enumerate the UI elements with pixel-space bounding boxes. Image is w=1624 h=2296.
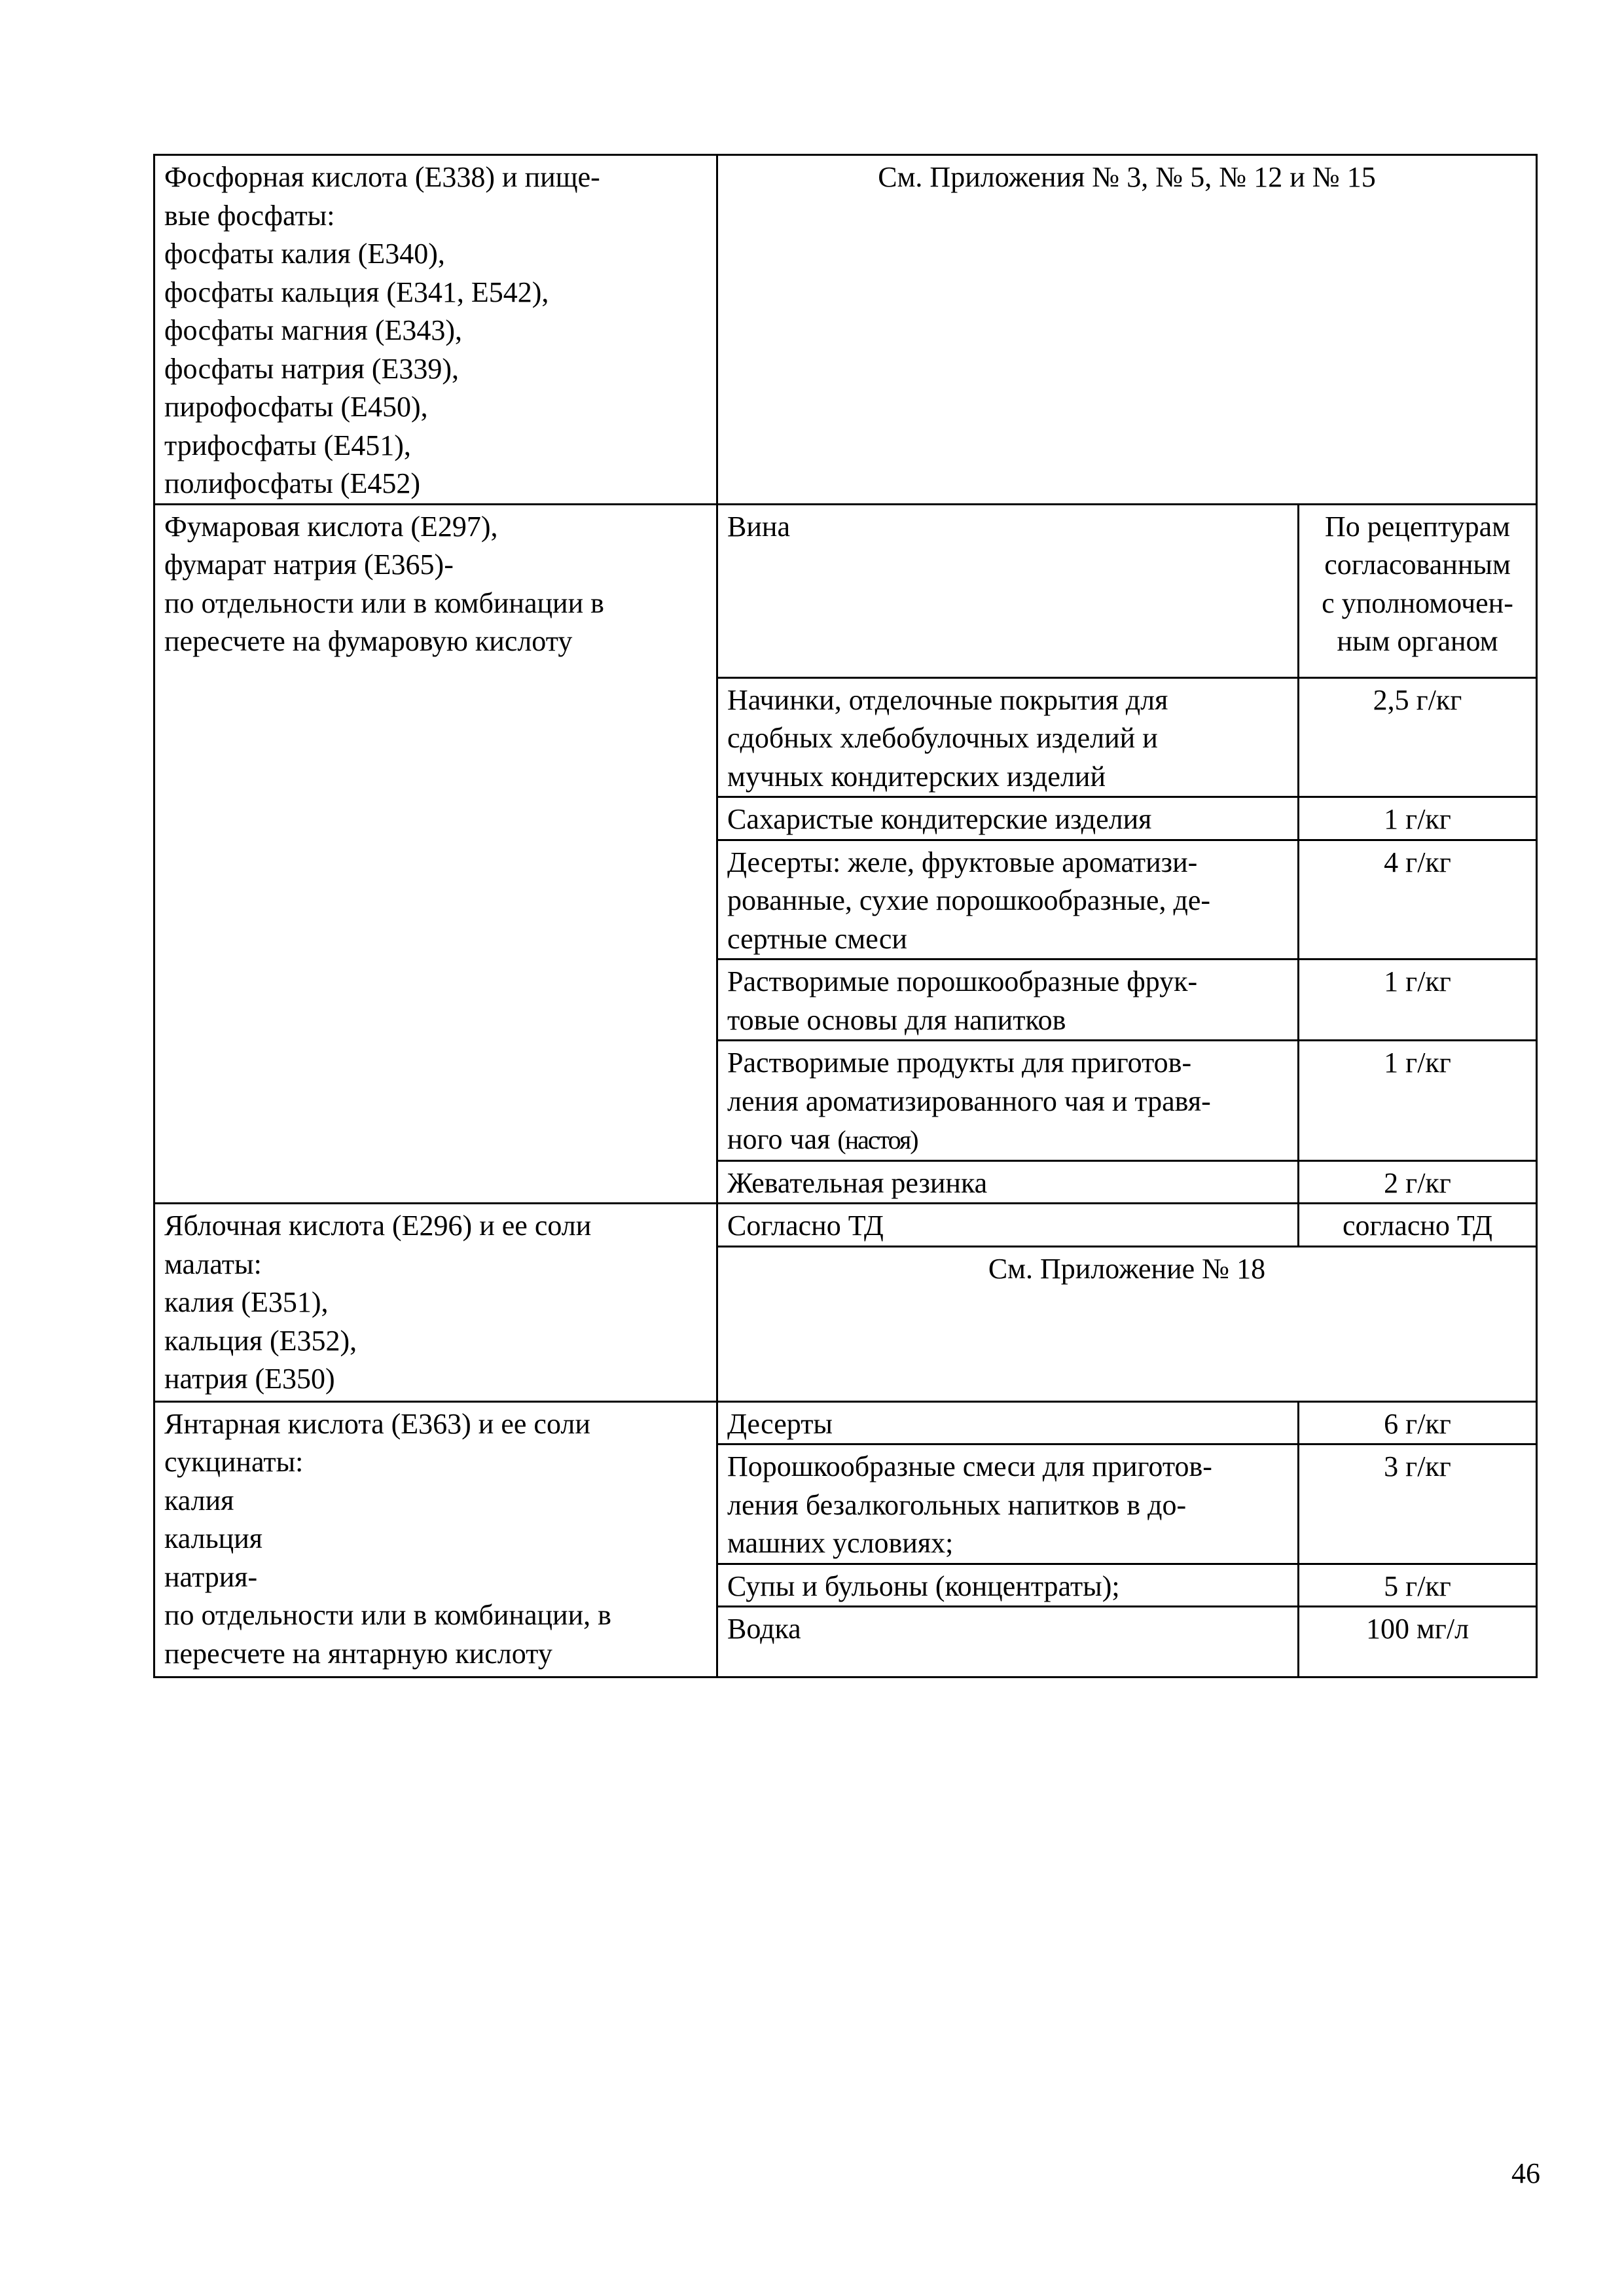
limit-cell: 1 г/кг xyxy=(1299,797,1537,840)
limit-cell: 1 г/кг xyxy=(1299,1041,1537,1161)
table-row xyxy=(154,1401,1537,1444)
product-cell: Десерты xyxy=(717,1401,1299,1444)
product-cell: Начинки, отделочные покрытия для сдобных хлебобулочных изделий и мучных кондитерских изделий xyxy=(717,677,1299,797)
product-cell: Растворимые порошкообразные фрук- товые основы для напитков xyxy=(717,960,1299,1041)
additive-name-fumaric: Фумаровая кислота (Е297), фумарат натрия (Е365)- по отдельности или в комбинации в пересчете на фумаровую кислоту xyxy=(154,504,717,1204)
limit-cell: 100 мг/л xyxy=(1299,1607,1537,1677)
product-cell xyxy=(717,1041,1299,1161)
table-row xyxy=(154,1204,1537,1247)
additives-table xyxy=(153,154,1538,1678)
product-cell: Водка xyxy=(717,1607,1299,1677)
additive-name-phosphoric: Фосфорная кислота (Е338) и пище- вые фосфаты: фосфаты калия (Е340), фосфаты кальция (Е341, Е542), фосфаты магния (Е343), фосфаты натрия (Е339), пирофосфаты (Е450), трифосфаты (Е451), полифосфаты (Е452) xyxy=(154,155,717,505)
limit-cell: 3 г/кг xyxy=(1299,1444,1537,1564)
product-cell: Порошкообразные смеси для приготов- ления безалкогольных напитков в до- машних условиях; xyxy=(717,1444,1299,1564)
limit-cell: 2 г/кг xyxy=(1299,1160,1537,1204)
limit-cell: 5 г/кг xyxy=(1299,1564,1537,1607)
appendix-note-malic: См. Приложение № 18 xyxy=(717,1246,1537,1401)
limit-cell: 4 г/кг xyxy=(1299,840,1537,960)
product-cell: Жевательная резинка xyxy=(717,1160,1299,1204)
product-cell: Вина xyxy=(717,504,1299,677)
table-row xyxy=(154,155,1537,505)
product-cell: Десерты: желе, фруктовые ароматизи- рованные, сухие порошкообразные, де- сертные смеси xyxy=(717,840,1299,960)
additive-name-malic: Яблочная кислота (Е296) и ее соли малаты: калия (Е351), кальция (Е352), натрия (Е350) xyxy=(154,1204,717,1402)
product-cell: Согласно ТД xyxy=(717,1204,1299,1247)
limit-cell: 2,5 г/кг xyxy=(1299,677,1537,797)
appendix-note-phosphoric: См. Приложения № 3, № 5, № 12 и № 15 xyxy=(717,155,1537,505)
limit-cell: 6 г/кг xyxy=(1299,1401,1537,1444)
product-cell: Сахаристые кондитерские изделия xyxy=(717,797,1299,840)
product-cell: Супы и бульоны (концентраты); xyxy=(717,1564,1299,1607)
table-row xyxy=(154,504,1537,677)
product-text: Растворимые продукты для приготов- ления ароматизированного чая и травя- ного чая xyxy=(727,1047,1211,1155)
limit-cell: согласно ТД xyxy=(1299,1204,1537,1247)
limit-cell: По рецептурам согласованным с уполномочен- ным органом xyxy=(1299,504,1537,677)
product-paren-text: (настоя) xyxy=(837,1125,918,1155)
additive-name-succinic: Янтарная кислота (Е363) и ее соли сукцинаты: калия кальция натрия- по отдельности или в комбинации, в пересчете на янтарную кислоту xyxy=(154,1401,717,1677)
page-number: 46 xyxy=(1511,2157,1540,2189)
limit-cell: 1 г/кг xyxy=(1299,960,1537,1041)
